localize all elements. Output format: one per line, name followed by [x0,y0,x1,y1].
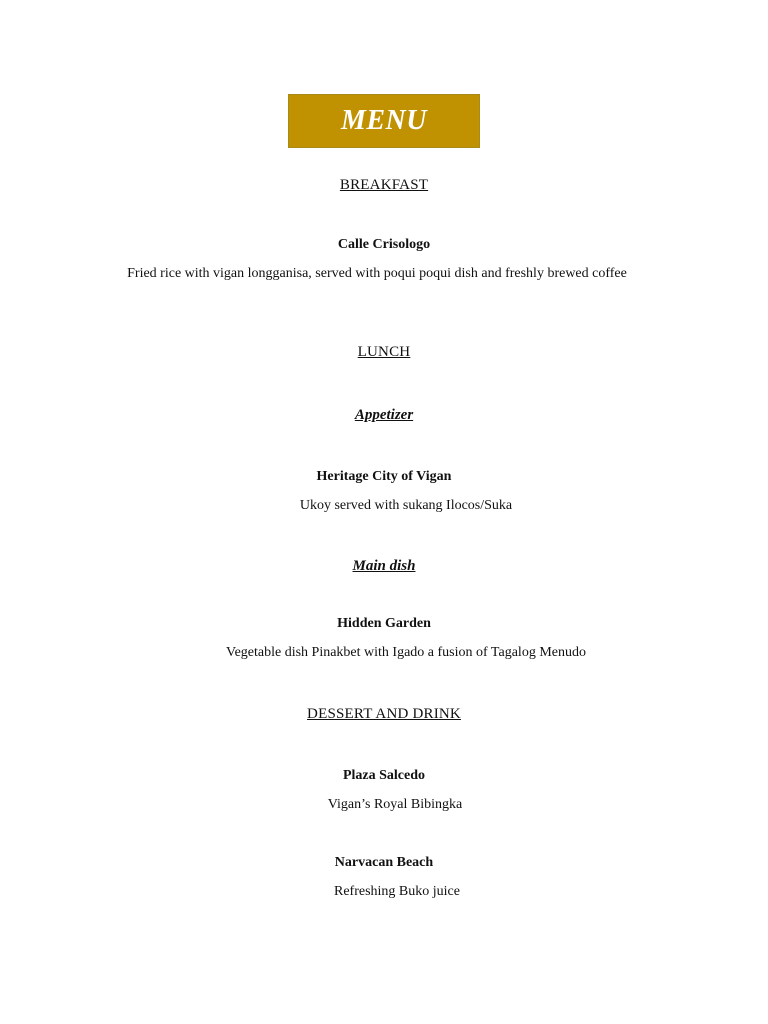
dish-description-calle-crisologo: Fried rice with vigan longganisa, served with poqui poqui dish and freshly brewed coffee [127,266,627,281]
dessert-and-drink-heading: DESSERT AND DRINK [307,706,461,722]
dish-description-plaza-salcedo: Vigan’s Royal Bibingka [327,797,463,812]
dish-name-plaza-salcedo: Plaza Salcedo [342,768,426,783]
dish-name-heritage-city-of-vigan: Heritage City of Vigan [316,469,452,484]
appetizer-heading: Appetizer [354,407,414,423]
dish-name-calle-crisologo: Calle Crisologo [337,237,431,252]
lunch-heading: LUNCH [357,344,411,360]
breakfast-heading: BREAKFAST [339,177,429,193]
dish-description-heritage-city-of-vigan: Ukoy served with sukang Ilocos/Suka [299,498,513,513]
dish-name-hidden-garden: Hidden Garden [337,616,431,631]
dish-description-narvacan-beach: Refreshing Buko juice [334,884,460,899]
menu-title-banner [288,94,480,148]
dish-name-narvacan-beach: Narvacan Beach [334,855,434,870]
main-dish-heading: Main dish [352,558,416,574]
menu-title: MENU [340,105,427,136]
dish-description-hidden-garden: Vegetable dish Pinakbet with Igado a fusion of Tagalog Menudo [226,645,586,660]
